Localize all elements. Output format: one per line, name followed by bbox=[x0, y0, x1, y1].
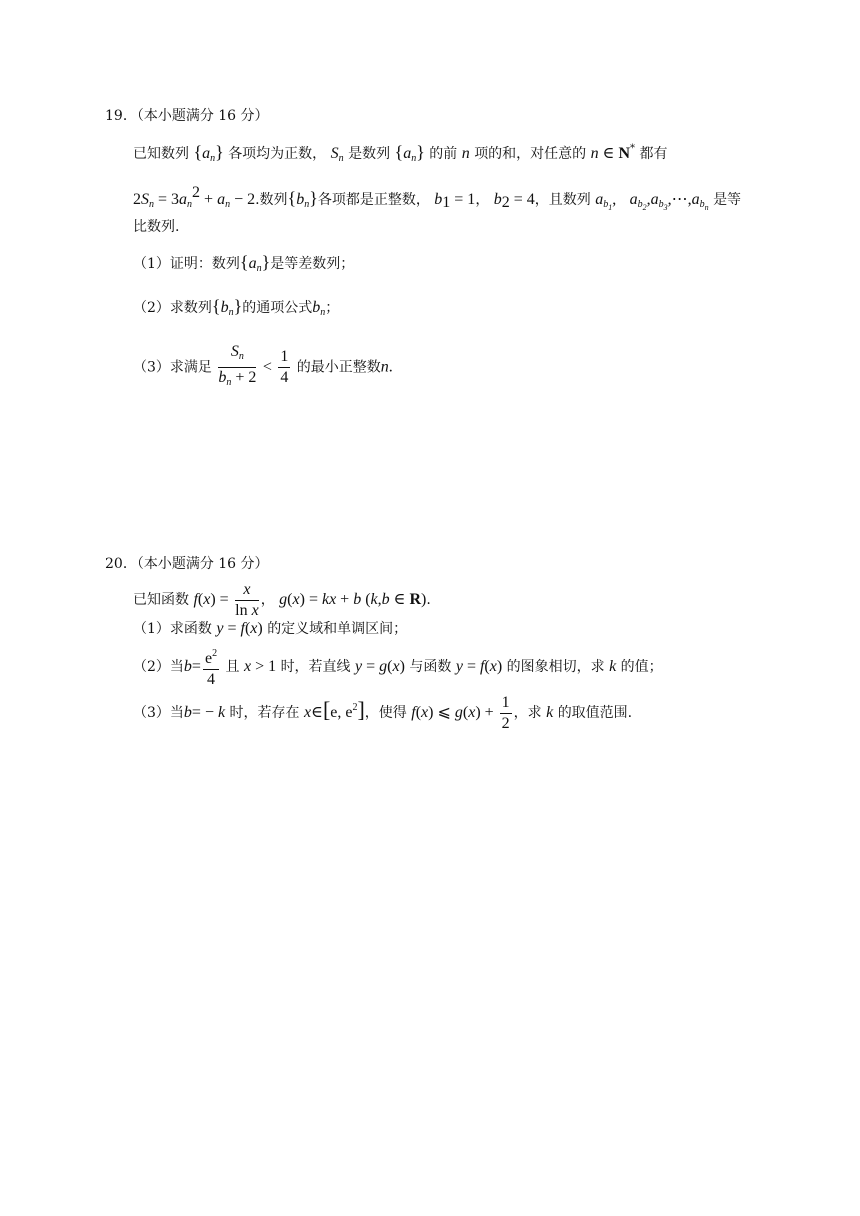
q19-heading: 19．（本小题满分 16 分） bbox=[105, 108, 269, 124]
q20-part2: （2）当b= $\frac{e^2}{4}$ 且 x > 1 时，若直线 y = g(x) 与函数 y = f(x) 的图象相切，求 k 的值； bbox=[133, 644, 663, 690]
q20-part1: （1）求函数 y = f(x) 的定义域和单调区间； bbox=[133, 620, 408, 637]
q19-line3: 比数列. bbox=[133, 219, 180, 235]
q19-part2: （2）求数列$\{b_n\}$的通项公式$b_n$； bbox=[133, 296, 340, 318]
q20-heading: 20．（本小题满分 16 分） bbox=[105, 556, 269, 572]
q20-part3: （3）当b= − k 时，若存在 x∈[e, $e^2$]，使得 f(x) ⩽ g(x) + $\frac{1}{2}$ ，求 k 的取值范围. bbox=[133, 693, 633, 732]
q19-part1: （1）证明：数列$\{a_n\}$是等差数列； bbox=[133, 252, 355, 274]
q19-line2: $2S_n = 3a_n^2 + a_n - 2$.数列$\{b_n\}$各项都是正整数， $b_1 = 1$， $b_2 = 4$，且数列 $a_{b_1}$, $a_{b_2},a_{b_3},\cdots,a_{b_n}$ 是等 bbox=[133, 184, 742, 212]
q19-part3: （3）求满足 $\frac{S_n}{b_n + 2}$ < $\frac{1}{4}$ 的最小正整数n. bbox=[133, 343, 393, 388]
q20-line1: 已知函数 f(x) = $\frac{x}{\text{ln x}}$ ， g(x) = kx + b (k,b ∈ R). bbox=[133, 580, 431, 619]
q19-line1: 已知数列 $\{a_n\}$ 各项均为正数， $S_n$ 是数列 $\{a_n\}$ 的前 n 项的和，对任意的 n ∈ N* 都有 bbox=[133, 142, 668, 164]
